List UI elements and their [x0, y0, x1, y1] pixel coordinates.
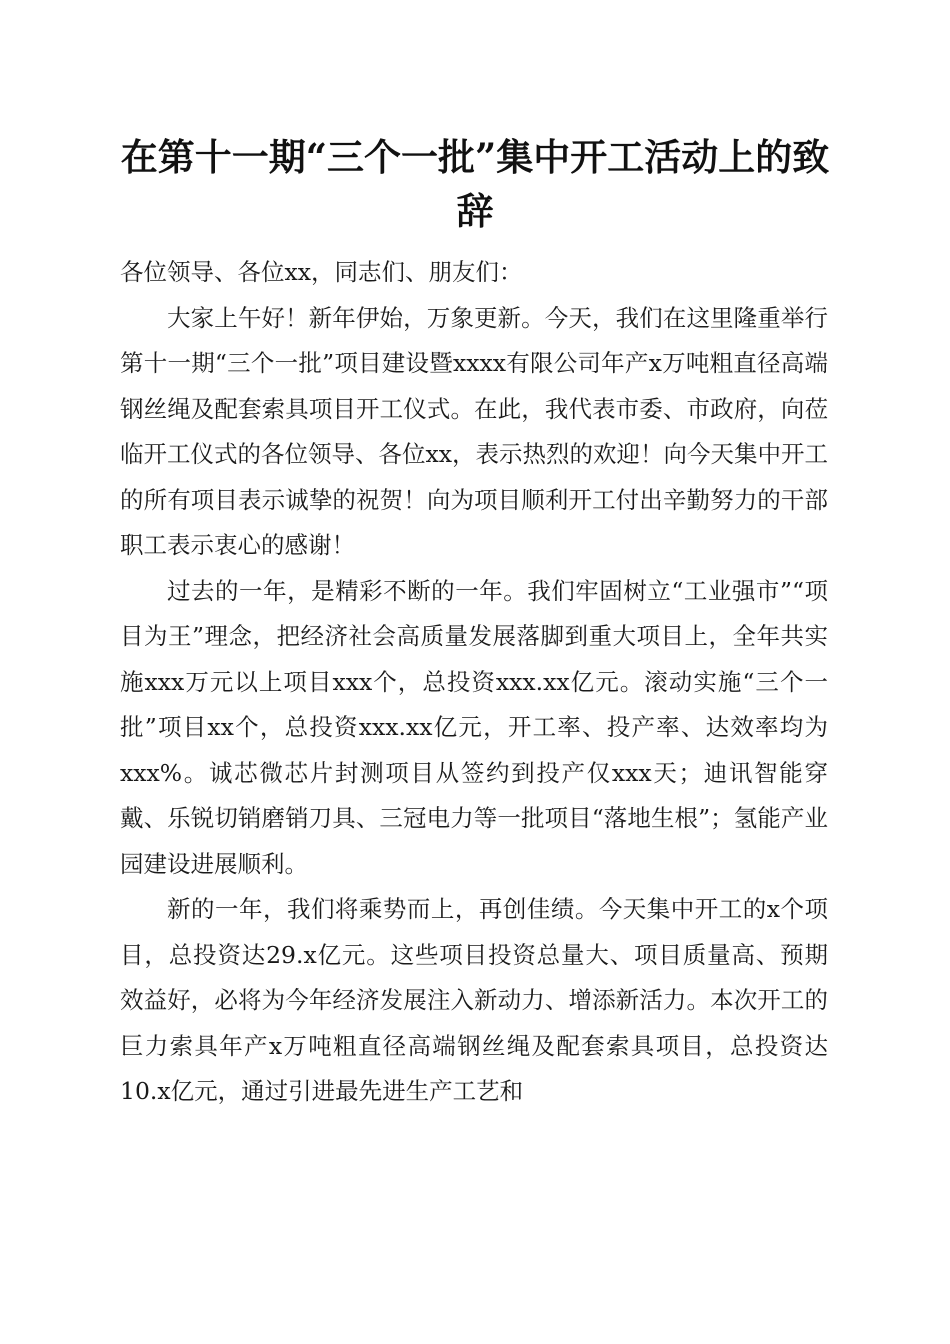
paragraph-opening: 大家上午好！新年伊始，万象更新。今天，我们在这里隆重举行第十一期“三个一批”项目建设暨xxxx有限公司年产x万吨粗直径高端钢丝绳及配套索具项目开工仪式。在此，我代表市委、市政府，向莅临开工仪式的各位领导、各位xx，表示热烈的欢迎！向今天集中开工的所有项目表示诚挚的祝贺！向为项目顺利开工付出辛勤努力的干部职工表示衷心的感谢！: [120, 303, 829, 559]
paragraph-past-year: 过去的一年，是精彩不断的一年。我们牢固树立“工业强市”“项目为王”理念，把经济社会高质量发展落脚到重大项目上，全年共实施xxx万元以上项目xxx个，总投资xxx.xx亿元。滚动实施“三个一批”项目xx个，总投资xxx.xx亿元，开工率、投产率、达效率均为xxx%。诚芯微芯片封测项目从签约到投产仅xxx天；迪讯智能穿戴、乐锐切销磨销刀具、三冠电力等一批项目“落地生根”；氢能产业园建设进展顺利。: [120, 576, 828, 878]
paragraph-new-year: 新的一年，我们将乘势而上，再创佳绩。今天集中开工的x个项目，总投资达29.x亿元。这些项目投资总量大、项目质量高、预期效益好，必将为今年经济发展注入新动力、增添新活力。本次开工的巨力索具年产x万吨粗直径高端钢丝绳及配套索具项目，总投资达10.x亿元，通过引进最先进生产工艺和: [120, 895, 828, 1105]
document-body: [120, 250, 828, 1115]
salutation: 各位领导、各位xx，同志们、朋友们：: [120, 258, 523, 286]
document-title: 在第十一期“三个一批”集中开工活动上的致辞: [120, 135, 830, 233]
